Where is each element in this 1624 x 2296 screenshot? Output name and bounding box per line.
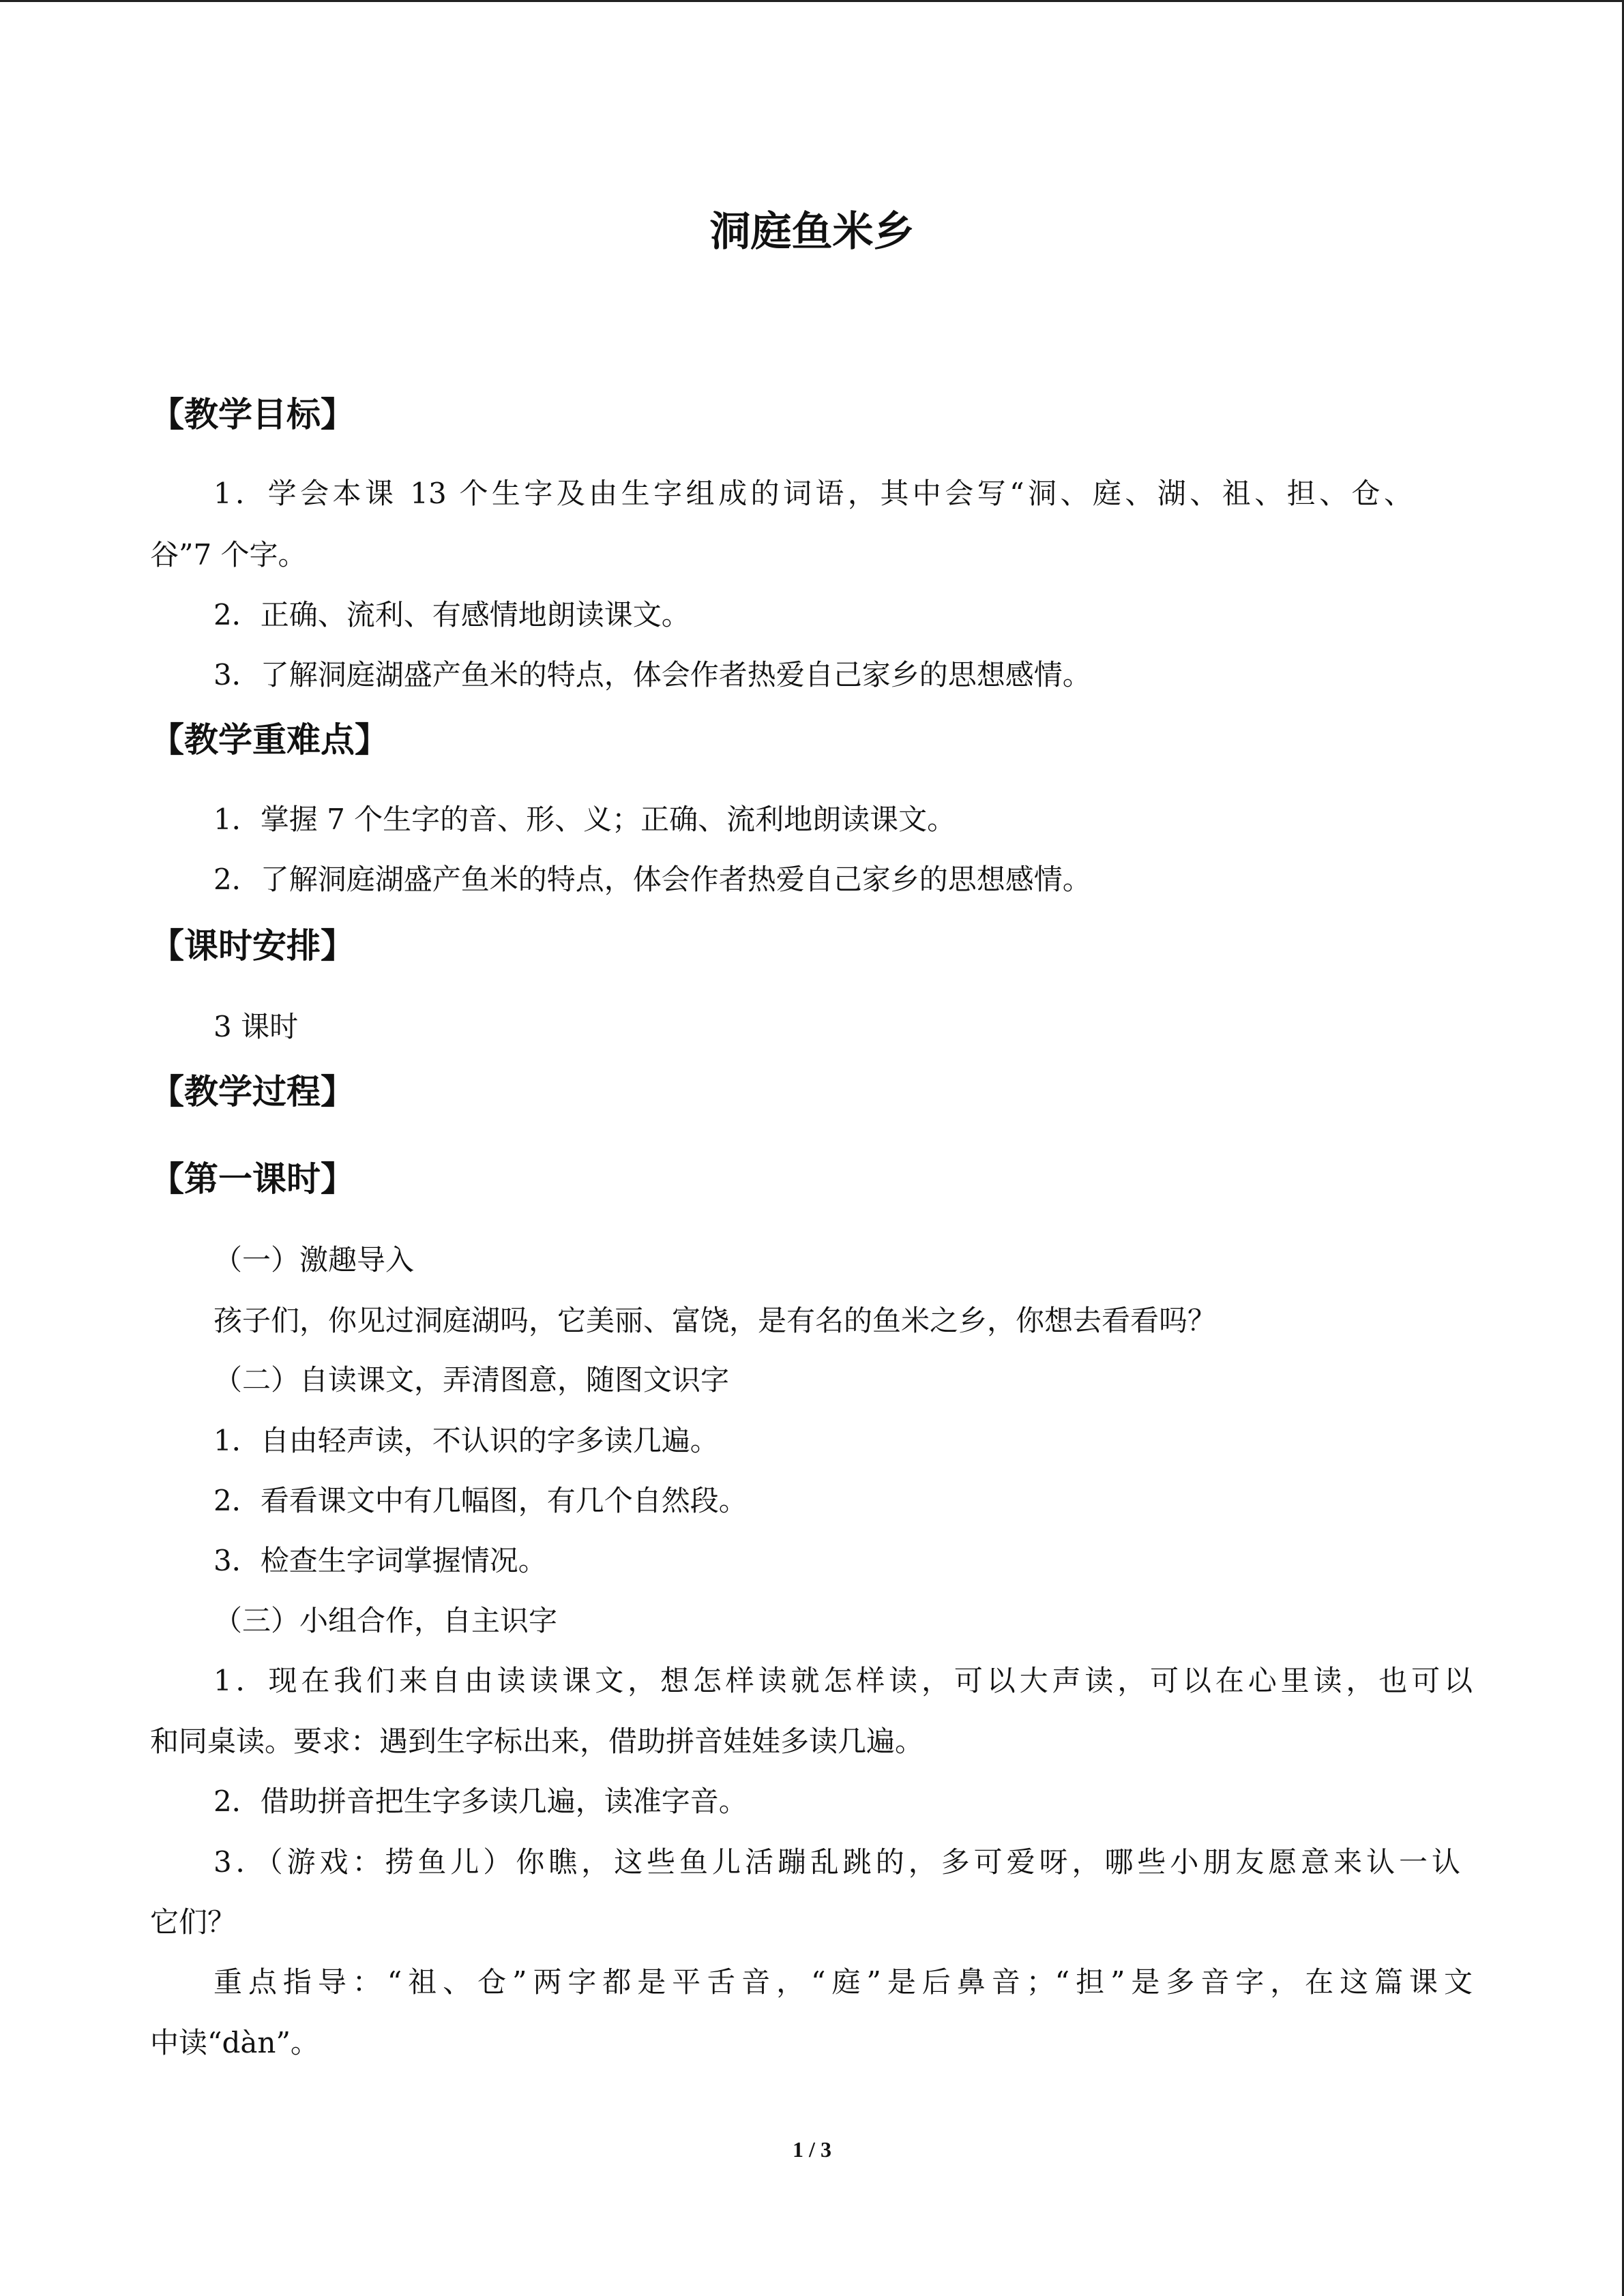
schedule-value: 3 课时 xyxy=(213,1010,299,1043)
focus-line-2: 中读“dàn”。 xyxy=(150,2026,319,2059)
difficulty-heading: 【教学重难点】 xyxy=(150,720,389,760)
goal-2: 2．正确、流利、有感情地朗读课文。 xyxy=(213,598,690,631)
step-2-item-2: 2．看看课文中有几幅图，有几个自然段。 xyxy=(213,1484,748,1517)
step-2-item-1: 1．自由轻声读，不认识的字多读几遍。 xyxy=(213,1424,719,1457)
page-title: 洞庭鱼米乡 xyxy=(709,208,915,256)
difficulty-1: 1．掌握 7 个生字的音、形、义；正确、流利地朗读课文。 xyxy=(213,803,956,836)
step-3-item-1-line-1: 1．现在我们来自由读读课文，想怎样读就怎样读，可以大声读，可以在心里读，也可以 xyxy=(213,1664,1473,1697)
goal-1-line-1: 1．学会本课 13 个生字及由生字组成的词语，其中会写“洞、庭、湖、祖、担、仓、 xyxy=(213,477,1413,510)
lesson-1-heading: 【第一课时】 xyxy=(150,1159,355,1199)
difficulty-2: 2．了解洞庭湖盛产鱼米的特点，体会作者热爱自己家乡的思想感情。 xyxy=(213,863,1091,896)
step-2-title: （二）自读课文，弄清图意，随图文识字 xyxy=(213,1363,730,1397)
step-3-item-3-line-1: 3．（游戏：捞鱼儿）你瞧，这些鱼儿活蹦乱跳的，多可爱呀，哪些小朋友愿意来认一认 xyxy=(213,1845,1460,1879)
process-heading: 【教学过程】 xyxy=(150,1072,355,1112)
step-3-item-3-line-2: 它们？ xyxy=(150,1905,237,1939)
step-3-title: （三）小组合作，自主识字 xyxy=(213,1604,558,1637)
schedule-heading: 【课时安排】 xyxy=(150,926,355,966)
page-number: 1 / 3 xyxy=(793,2137,831,2162)
goal-1-line-2: 谷”7 个字。 xyxy=(150,538,307,571)
page-border-top xyxy=(0,0,1624,2)
step-2-item-3: 3．检查生字词掌握情况。 xyxy=(213,1544,547,1577)
goals-heading: 【教学目标】 xyxy=(150,395,355,434)
step-3-item-1-line-2: 和同桌读。要求：遇到生字标出来，借助拼音娃娃多读几遍。 xyxy=(150,1725,924,1758)
step-3-item-2: 2．借助拼音把生字多读几遍，读准字音。 xyxy=(213,1785,748,1818)
focus-line-1: 重点指导：“祖、仓”两字都是平舌音，“庭”是后鼻音；“担”是多音字，在这篇课文 xyxy=(213,1965,1473,1999)
step-1-title: （一）激趣导入 xyxy=(213,1243,415,1277)
goal-3: 3．了解洞庭湖盛产鱼米的特点，体会作者热爱自己家乡的思想感情。 xyxy=(213,658,1091,691)
step-1-text: 孩子们，你见过洞庭湖吗，它美丽、富饶，是有名的鱼米之乡，你想去看看吗？ xyxy=(213,1304,1217,1337)
